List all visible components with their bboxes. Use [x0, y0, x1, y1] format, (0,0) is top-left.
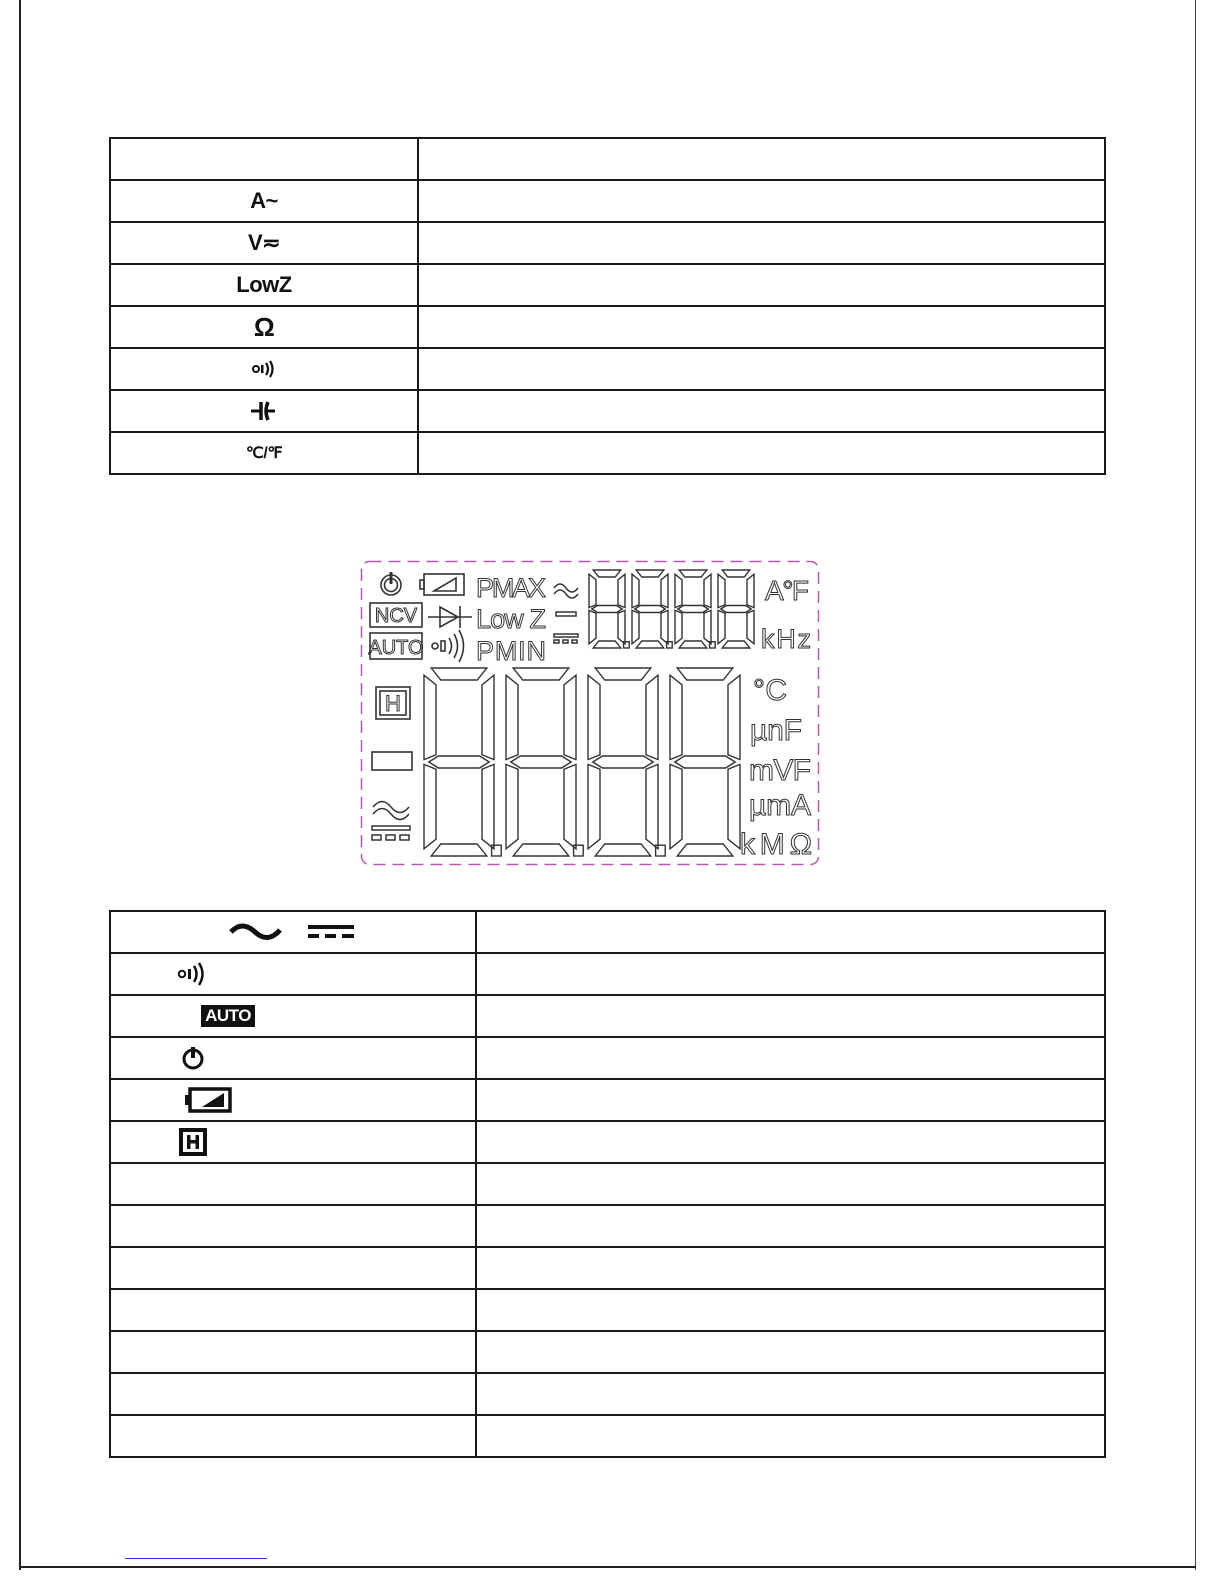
table-row — [110, 1373, 1105, 1415]
lcd-decimal-point — [574, 845, 584, 856]
lcd-segment — [588, 764, 600, 848]
table-header-description — [418, 138, 1105, 180]
lcd-segment — [722, 641, 750, 648]
auto-power-off-icon — [381, 572, 401, 595]
lcd-segment — [679, 570, 707, 577]
lcd-segment — [718, 610, 725, 643]
table-cell-symbol — [110, 1289, 476, 1331]
table-cell-description — [476, 1415, 1105, 1457]
table-row — [110, 1205, 1105, 1247]
table-row — [110, 180, 1105, 222]
table-cell-description — [476, 953, 1105, 995]
lcd-segment — [721, 606, 751, 613]
table-cell-description — [418, 264, 1105, 306]
lcd-segment — [564, 764, 576, 848]
page-frame-right — [1195, 0, 1196, 1570]
lcd-segment — [679, 641, 707, 648]
ac-dc-voltage-icon: V≂ — [247, 230, 281, 255]
svg-text:AUTO: AUTO — [368, 637, 424, 659]
lcd-decimal-point — [656, 845, 666, 856]
lcd-segment — [506, 764, 518, 848]
secondary-ac-dc-icon — [554, 584, 578, 643]
lcd-segment — [704, 610, 711, 643]
main-digit-display — [424, 668, 740, 856]
lcd-segment — [506, 675, 518, 759]
table-cell-description — [418, 432, 1105, 474]
lcd-segment — [661, 610, 668, 643]
lcd-segment — [592, 606, 622, 613]
lcd-segment — [589, 574, 596, 607]
negative-sign-indicator — [372, 752, 412, 770]
svg-text:NCV: NCV — [374, 605, 418, 627]
lcd-segment — [424, 675, 436, 759]
table-row — [110, 1331, 1105, 1373]
table-cell-description — [476, 1331, 1105, 1373]
table-row — [110, 138, 1105, 180]
lcd-segment — [704, 574, 711, 607]
lcd-segment — [728, 675, 740, 759]
continuity-beeper-icon — [432, 630, 464, 662]
footer-link-underline — [125, 1558, 267, 1559]
table-row — [110, 1415, 1105, 1457]
table-cell-description — [476, 1373, 1105, 1415]
lcd-display-diagram — [360, 560, 820, 866]
continuity-beeper-icon — [251, 359, 277, 379]
table-row — [110, 390, 1105, 432]
data-hold-icon — [179, 1128, 207, 1156]
unit-a-deg-f: A°F — [765, 575, 809, 606]
lcd-segment — [747, 610, 754, 643]
lcd-segment — [677, 668, 733, 680]
lcd-segment — [636, 570, 664, 577]
unit-kmohm: kMΩ — [740, 828, 812, 861]
continuity-beeper-icon — [177, 962, 209, 986]
lcd-segment — [431, 844, 487, 856]
auto-range-indicator — [368, 633, 423, 659]
table-row — [110, 432, 1105, 474]
low-battery-icon — [184, 1087, 232, 1113]
table-cell-description — [418, 222, 1105, 264]
low-impedance-icon: LowZ — [236, 272, 292, 297]
table-cell-description — [418, 390, 1105, 432]
lcd-segment — [635, 606, 665, 613]
unit-deg-c: °C — [753, 674, 787, 707]
lcd-segment — [482, 675, 494, 759]
table-cell-description — [476, 1037, 1105, 1079]
unit-khz: kHz — [761, 624, 811, 654]
lcd-segment — [670, 764, 682, 848]
lcd-segment — [677, 844, 733, 856]
diode-icon — [428, 606, 472, 628]
table-row — [110, 1079, 1105, 1121]
lcd-segment — [722, 570, 750, 577]
lcd-segment — [588, 675, 600, 759]
page-frame-bottom — [19, 1566, 1196, 1568]
pmin-indicator: PMIN — [476, 636, 546, 666]
lcd-segment — [632, 574, 639, 607]
table-cell-description — [418, 306, 1105, 348]
svg-text:H: H — [385, 691, 401, 716]
lcd-segment — [718, 574, 725, 607]
ac-dc-icon — [228, 919, 358, 945]
lcd-segment — [618, 610, 625, 643]
lcd-segment — [429, 756, 489, 768]
table-cell-symbol — [110, 1163, 476, 1205]
lcd-segment — [728, 764, 740, 848]
table-row — [110, 348, 1105, 390]
unit-uma: µmA — [749, 789, 811, 822]
ohm-icon: Ω — [253, 311, 275, 342]
lcd-segment — [593, 756, 653, 768]
table-cell-symbol — [110, 1205, 476, 1247]
temperature-unit-icon: ℃/℉ — [245, 445, 283, 462]
table-cell-description — [476, 1247, 1105, 1289]
lcd-segment — [661, 574, 668, 607]
data-hold-icon — [376, 687, 410, 719]
lcd-segment — [675, 574, 682, 607]
lcd-segment — [511, 756, 571, 768]
table-cell-description — [476, 911, 1105, 953]
lcd-segment — [747, 574, 754, 607]
table-header-symbol — [110, 138, 418, 180]
lcd-segment — [670, 675, 682, 759]
pmax-indicator: PMAX — [476, 573, 546, 603]
capacitor-icon — [251, 400, 277, 422]
table-row — [110, 1037, 1105, 1079]
display-symbol-table — [109, 910, 1106, 1458]
lcd-segment — [431, 668, 487, 680]
ncv-indicator — [370, 603, 422, 627]
lcd-segment — [595, 844, 651, 856]
table-cell-symbol — [110, 1331, 476, 1373]
lcd-segment — [513, 844, 569, 856]
lcd-segment — [564, 675, 576, 759]
table-row — [110, 953, 1105, 995]
unit-unf: µnF — [750, 714, 802, 747]
lcd-segment — [589, 610, 596, 643]
lcd-segment — [593, 570, 621, 577]
ac-dc-icon — [372, 802, 410, 841]
function-symbol-table — [109, 137, 1106, 475]
table-cell-description — [476, 1289, 1105, 1331]
table-row — [110, 1289, 1105, 1331]
ac-current-icon: A~ — [250, 188, 278, 213]
table-row — [110, 1121, 1105, 1163]
low-battery-icon — [420, 574, 464, 595]
auto-power-off-icon — [180, 1045, 206, 1071]
lcd-segment — [424, 764, 436, 848]
table-cell-symbol — [110, 1415, 476, 1457]
lcd-segment — [593, 641, 621, 648]
table-cell-description — [476, 1079, 1105, 1121]
table-row — [110, 1247, 1105, 1289]
table-row — [110, 911, 1105, 953]
table-cell-description — [476, 1205, 1105, 1247]
lcd-segment — [646, 764, 658, 848]
auto-range-icon: AUTO — [201, 1005, 255, 1027]
table-cell-description — [476, 995, 1105, 1037]
table-cell-symbol — [110, 1373, 476, 1415]
table-cell-description — [418, 180, 1105, 222]
lcd-segment — [678, 606, 708, 613]
lcd-segment — [675, 610, 682, 643]
lcd-segment — [618, 574, 625, 607]
table-cell-description — [418, 348, 1105, 390]
lcd-segment — [482, 764, 494, 848]
unit-mvf: mVF — [749, 754, 811, 787]
lcd-segment — [595, 668, 651, 680]
table-row — [110, 306, 1105, 348]
lcd-decimal-point — [492, 845, 502, 856]
lcd-segment — [513, 668, 569, 680]
table-cell-description — [476, 1163, 1105, 1205]
lcd-segment — [636, 641, 664, 648]
lcd-segment — [646, 675, 658, 759]
table-row — [110, 1163, 1105, 1205]
lowz-indicator: Low Z — [476, 604, 546, 634]
lcd-segment — [675, 756, 735, 768]
table-row — [110, 264, 1105, 306]
secondary-digit-display — [589, 570, 754, 648]
page-frame-left — [19, 0, 21, 1570]
table-row — [110, 995, 1105, 1037]
lcd-segment — [632, 610, 639, 643]
table-row — [110, 222, 1105, 264]
table-cell-symbol — [110, 1247, 476, 1289]
table-cell-description — [476, 1121, 1105, 1163]
